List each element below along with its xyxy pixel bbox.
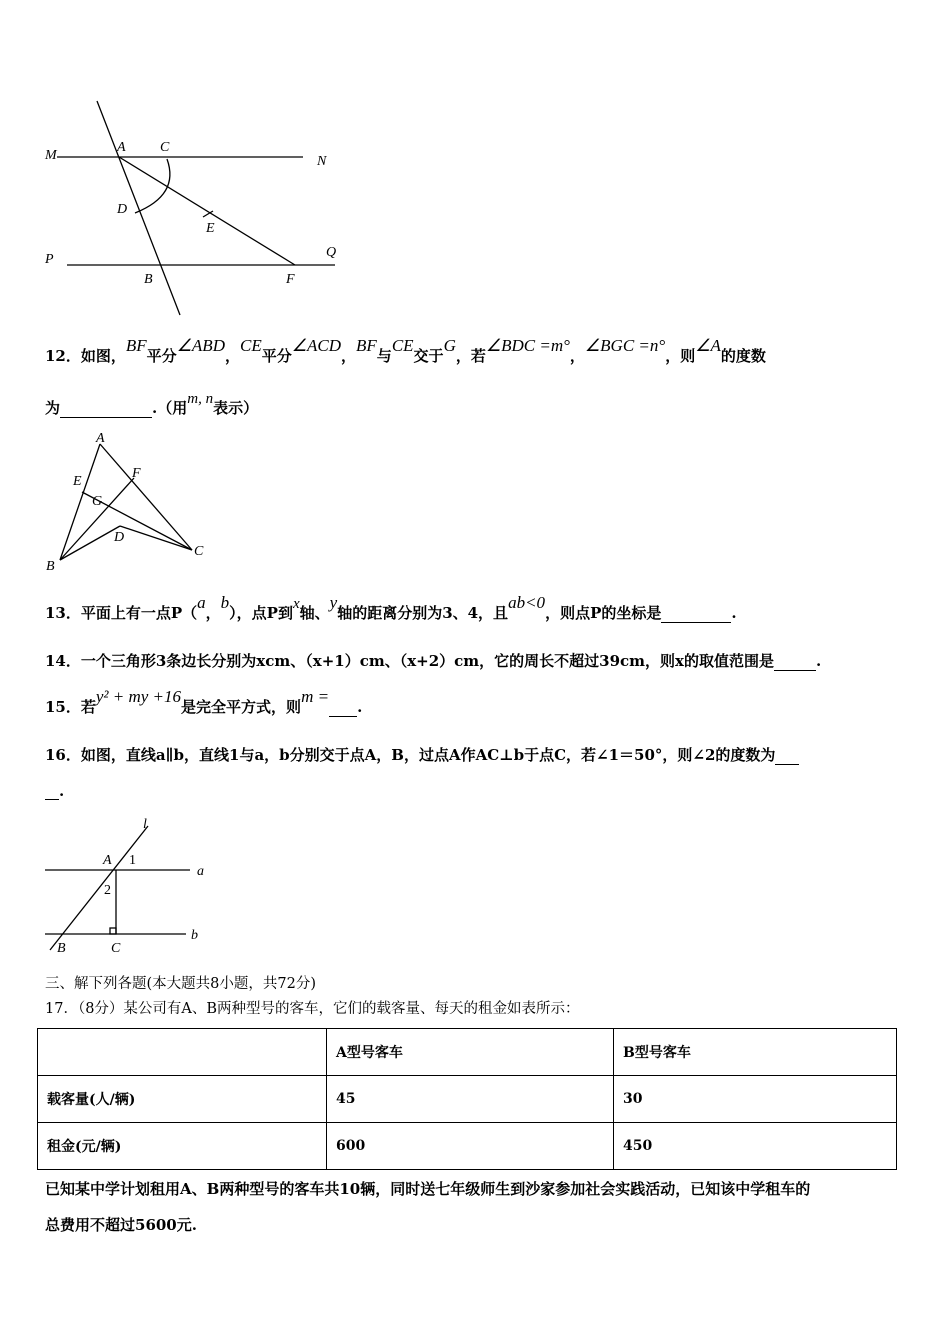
answer-blank-15[interactable] xyxy=(329,716,357,717)
table-cell: 30 xyxy=(614,1076,897,1123)
label-f: F xyxy=(132,466,141,481)
answer-blank-12[interactable] xyxy=(60,417,152,418)
label-a: A xyxy=(96,431,105,446)
label-m: M xyxy=(45,148,57,163)
arc-cd xyxy=(135,159,170,213)
section-3-title: 三、解下列各题(本大题共8小题，共72分) xyxy=(45,976,316,992)
figure-q11 xyxy=(35,95,345,320)
label-f: F xyxy=(286,272,295,287)
label-a-line: a xyxy=(197,864,204,879)
label-b-line: b xyxy=(191,928,198,943)
table-row xyxy=(38,1123,897,1170)
label-l: l xyxy=(143,817,147,832)
line-bf xyxy=(60,478,134,560)
label-a-point: A xyxy=(103,853,112,868)
label-e: E xyxy=(206,221,215,236)
question-12-line2: 为 .（用m, n表示） xyxy=(45,391,259,417)
answer-blank-14[interactable] xyxy=(774,670,816,671)
label-a: A xyxy=(117,140,126,155)
table-header-cell: A型号客车 xyxy=(327,1029,614,1076)
label-c: C xyxy=(194,544,204,559)
label-n: N xyxy=(317,154,327,169)
label-b: B xyxy=(144,272,153,287)
label-g: G xyxy=(92,494,103,509)
table-row xyxy=(38,1076,897,1123)
label-p: P xyxy=(45,252,54,267)
question-15: 15．若y² + my +16是完全平方式，则m =. xyxy=(45,687,363,716)
question-17-intro: 17．（8分）某公司有A、B两种型号的客车，它们的载客量、每天的租金如表所示： xyxy=(45,1001,580,1017)
question-16: 16．如图，直线a∥b，直线1与a，b分别交于点A，B，过点A作AC⊥b于点C，若∠1＝50°，则∠2的度数为 xyxy=(45,744,799,765)
figure-q16 xyxy=(40,812,220,957)
rental-table xyxy=(37,1028,897,1170)
line-af xyxy=(119,157,295,265)
table-cell: 45 xyxy=(327,1076,614,1123)
question-13: 13．平面上有一点P（a，b），点P到x轴、y轴的距离分别为3、4，且ab<0，则点P的坐标是 . xyxy=(45,593,737,622)
table-header-row xyxy=(38,1029,897,1076)
table-cell: 600 xyxy=(327,1123,614,1170)
label-angle-2: 2 xyxy=(104,883,111,898)
line-bd xyxy=(60,526,120,560)
answer-blank-13[interactable] xyxy=(661,622,731,623)
question-14: 14．一个三角形3条边长分别为xcm、（x+1）cm、（x+2）cm，它的周长不超过39cm，则x的取值范围是 . xyxy=(45,652,822,670)
right-angle-mark xyxy=(110,928,116,934)
question-12-line1: 12．如图，BF平分∠ABD，CE平分∠ACD，BF与CE交于G，若∠BDC =m°，∠BGC =n°，则∠A的度数 xyxy=(45,336,766,365)
answer-blank-16b[interactable] xyxy=(45,799,59,800)
question-17-text-1: 已知某中学计划租用A、B两种型号的客车共10辆，同时送七年级师生到沙家参加社会实践活动，已知该中学租车的 xyxy=(45,1180,811,1198)
label-c: C xyxy=(160,140,170,155)
label-q: Q xyxy=(326,245,337,260)
question-17-text-2: 总费用不超过5600元. xyxy=(45,1216,197,1234)
label-d: D xyxy=(114,530,125,545)
table-cell: 450 xyxy=(614,1123,897,1170)
line-ab xyxy=(97,101,180,315)
table-header-cell xyxy=(38,1029,327,1076)
label-c-point: C xyxy=(111,941,121,956)
table-header-cell: B型号客车 xyxy=(614,1029,897,1076)
label-angle-1: 1 xyxy=(129,853,136,868)
table-cell: 载客量(人/辆) xyxy=(38,1076,327,1123)
label-b-point: B xyxy=(57,941,66,956)
label-d: D xyxy=(117,202,128,217)
table-cell: 租金(元/辆) xyxy=(38,1123,327,1170)
answer-blank-16[interactable] xyxy=(775,764,799,765)
label-b: B xyxy=(46,559,55,574)
figure-q12 xyxy=(40,430,220,575)
line-l xyxy=(50,826,148,950)
question-16-line2: . xyxy=(45,782,64,800)
label-e: E xyxy=(73,474,82,489)
